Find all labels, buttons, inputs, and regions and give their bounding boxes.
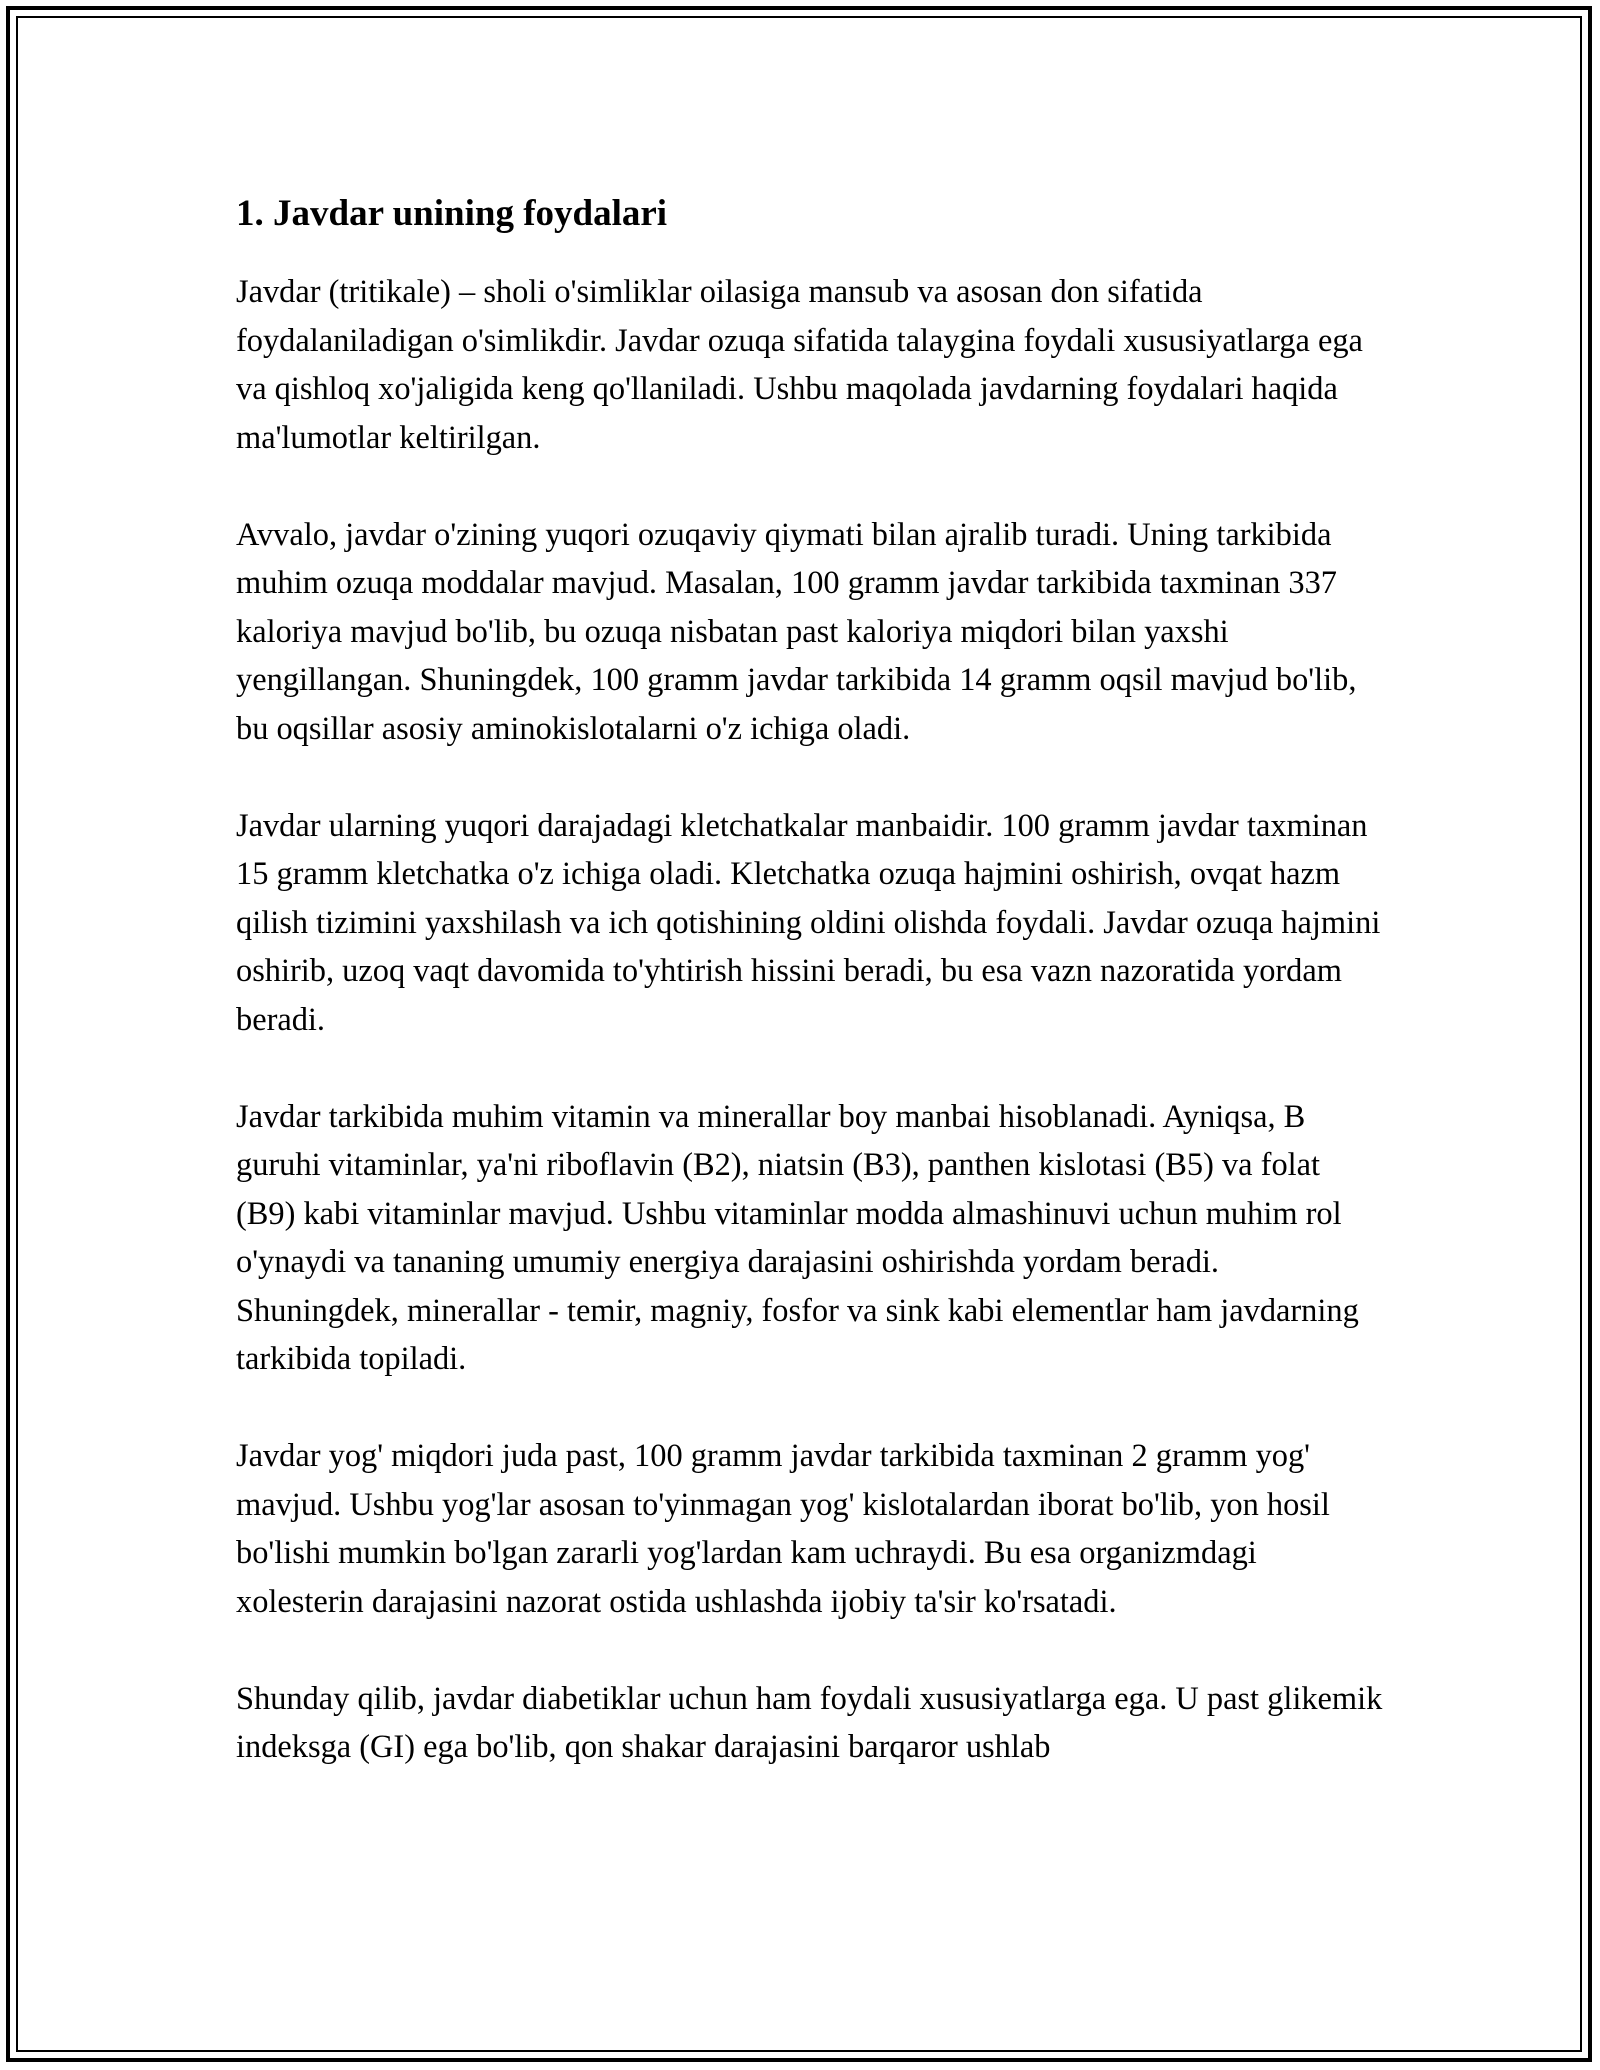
paragraph-nutrition: Avvalo, javdar o'zining yuqori ozuqaviy qiymati bilan ajralib turadi. Uning tarkibida muhim ozuqa moddalar mavjud. Masalan, 100 gramm javdar tarkibida taxminan 337 kaloriya mavjud bo'lib, bu ozuqa nisbatan past kaloriya miqdori bilan yaxshi yengillangan. Shuningdek, 100 gramm javdar tarkibida 14 gramm oqsil mavjud bo'lib, bu oqsillar asosiy aminokislotalarni o'z ichiga oladi. bbox=[236, 516, 1357, 747]
paragraph-diabetes: Shunday qilib, javdar diabetiklar uchun ham foydali xususiyatlarga ega. U past glikemik indeksga (GI) ega bo'lib, qon shakar darajasini barqaror ushlab bbox=[236, 1680, 1383, 1765]
section-heading: 1. Javdar unining foydalari bbox=[236, 193, 668, 234]
paragraph-intro: Javdar (tritikale) – sholi o'simliklar oilasiga mansub va asosan don sifatida foydalaniladigan o'simlikdir. Javdar ozuqa sifatida talaygina foydali xususiyatlarga ega va qishloq xo'jaligida keng qo'llaniladi. Ushbu maqolada javdarning foydalari haqida ma'lumotlar keltirilgan. bbox=[236, 274, 1363, 456]
document-body bbox=[236, 186, 1386, 1820]
paragraph-fat: Javdar yog' miqdori juda past, 100 gramm javdar tarkibida taxminan 2 gramm yog' mavjud. Ushbu yog'lar asosan to'yinmagan yog' kislotalardan iborat bo'lib, yon hosil bo'lishi mumkin bo'lgan zararli yog'lardan kam uchraydi. Bu esa organizmdagi xolesterin darajasini nazorat ostida ushlashda ijobiy ta'sir ko'rsatadi. bbox=[236, 1438, 1330, 1620]
paragraph-fiber: Javdar ularning yuqori darajadagi kletchatkalar manbaidir. 100 gramm javdar taxminan 15 gramm kletchatka o'z ichiga oladi. Kletchatka ozuqa hajmini oshirish, ovqat hazm qilish tizimini yaxshilash va ich qotishining oldini olishda foydali. Javdar ozuqa hajmini oshirib, uzoq vaqt davomida to'yhtirish hissini beradi, bu esa vazn nazoratida yordam beradi. bbox=[236, 807, 1381, 1038]
paragraph-vitamins: Javdar tarkibida muhim vitamin va minerallar boy manbai hisoblanadi. Ayniqsa, B guruhi vitaminlar, ya'ni riboflavin (B2), niatsin (B3), panthen kislotasi (B5) va folat (B9) kabi vitaminlar mavjud. Ushbu vitaminlar modda almashinuvi uchun muhim rol o'ynaydi va tananing umumiy energiya darajasini oshirishda yordam beradi. Shuningdek, minerallar - temir, magniy, fosfor va sink kabi elementlar ham javdarning tarkibida topiladi. bbox=[236, 1098, 1359, 1377]
